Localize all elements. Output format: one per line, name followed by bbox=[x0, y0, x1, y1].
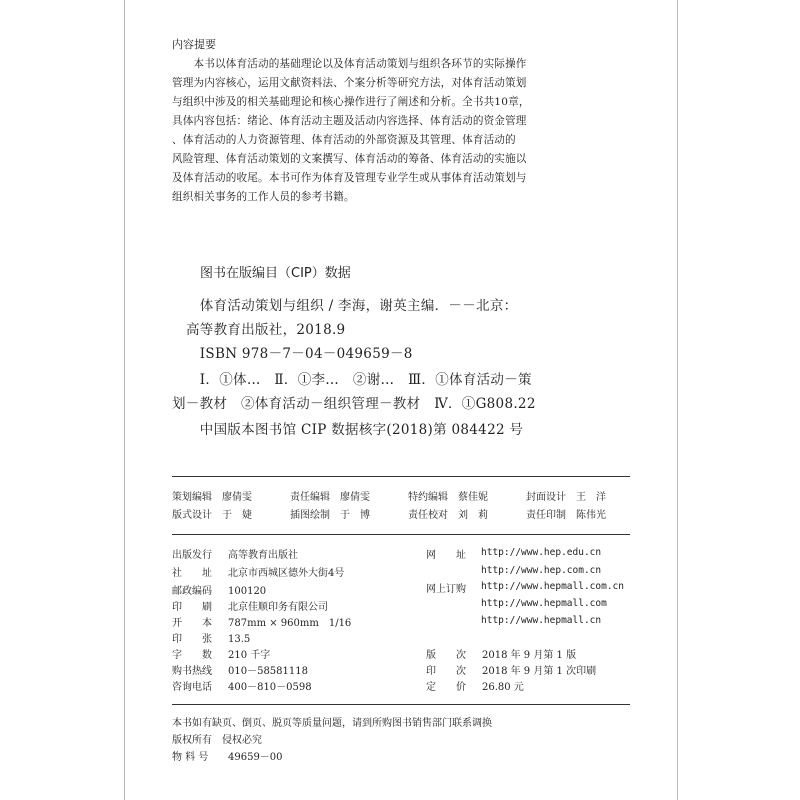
pub-row: 邮政编码 100120 bbox=[172, 586, 267, 597]
credit-item: 策划编辑 廖倩雯 bbox=[172, 492, 252, 503]
url-link[interactable]: http://www.hep.com.cn bbox=[481, 565, 602, 576]
credit-item: 责任印制 陈伟光 bbox=[526, 510, 606, 521]
credit-item: 责任校对 刘 莉 bbox=[408, 510, 488, 521]
pub-row: 字 数 210 千字 bbox=[172, 650, 271, 661]
pub-row: 开 本 787mm × 960mm 1/16 bbox=[172, 618, 352, 629]
credit-item: 责任编辑 廖倩雯 bbox=[290, 492, 370, 503]
credit-item: 版式设计 于 婕 bbox=[172, 510, 252, 521]
cip-line: Ⅰ．①体… Ⅱ．①李… ②谢… Ⅲ．①体育活动－策 bbox=[186, 372, 532, 388]
pub-row: 社 址 北京市西城区德外大街4号 bbox=[172, 568, 345, 579]
quality-notice: 本书如有缺页、倒页、脱页等质量问题，请到所购图书销售部门联系调换 bbox=[172, 718, 492, 729]
cip-line: 高等教育出版社，2018.9 bbox=[186, 322, 346, 338]
url-link[interactable]: http://www.hepmall.cn bbox=[481, 615, 602, 626]
url-link[interactable]: http://www.hepmall.com.cn bbox=[481, 581, 624, 592]
pub-row: 版 次 2018 年 9 月第 1 版 bbox=[426, 650, 577, 661]
copyright-notice: 版权所有 侵权必究 bbox=[172, 735, 262, 746]
divider bbox=[172, 534, 630, 535]
material-number: 物 料 号 49659－00 bbox=[172, 752, 283, 763]
summary-line: 本书以体育活动的基础理论以及体育活动策划与组织各环节的实际操作 bbox=[172, 58, 527, 70]
summary-line: 具体内容包括：绪论、体育活动主题及活动内容选择、体育活动的资金管理 bbox=[172, 115, 527, 127]
summary-line: 与组织中涉及的相关基础理论和核心操作进行了阐述和分析。全书共10章， bbox=[172, 96, 530, 108]
pub-row: 购书热线 010－58581118 bbox=[172, 666, 308, 677]
pub-label: 网上订购 bbox=[426, 584, 466, 595]
pub-row: 印 次 2018 年 9 月第 1 次印刷 bbox=[426, 666, 597, 677]
divider bbox=[172, 476, 630, 477]
cip-line: ISBN 978－7－04－049659－8 bbox=[186, 346, 413, 362]
cip-line: 划－教材 ②体育活动－组织管理－教材 Ⅳ．①G808.22 bbox=[172, 396, 536, 412]
summary-line: 组织相关事务的工作人员的参考书籍。 bbox=[172, 191, 355, 203]
pub-row: 咨询电话 400－810－0598 bbox=[172, 682, 312, 693]
pub-row: 印 张 13.5 bbox=[172, 634, 251, 645]
summary-line: 及体育活动的收尾。本书可作为体育及管理专业学生或从事体育活动策划与 bbox=[172, 172, 527, 184]
cip-line: 体育活动策划与组织 / 李海，谢英主编．－－北京： bbox=[186, 298, 518, 314]
summary-heading: 内容提要 bbox=[172, 38, 216, 51]
summary-line: 风险管理、体育活动策划的文案撰写、体育活动的筹备、体育活动的实施以 bbox=[172, 153, 527, 165]
pub-label: 网 址 bbox=[426, 550, 466, 561]
cip-line: 中国版本图书馆 CIP 数据核字(2018)第 084422 号 bbox=[186, 422, 524, 438]
credit-item: 特约编辑 蔡佳妮 bbox=[408, 492, 488, 503]
pub-row: 定 价 26.80 元 bbox=[426, 682, 524, 693]
summary-line: 、体育活动的人力资源管理、体育活动的外部资源及其管理、体育活动的 bbox=[172, 134, 516, 146]
url-link[interactable]: http://www.hepmall.com bbox=[481, 598, 607, 609]
divider bbox=[172, 704, 630, 705]
credit-item: 插图绘制 于 博 bbox=[290, 510, 370, 521]
summary-line: 管理为内容核心，运用文献资料法、个案分析等研究方法，对体育活动策划 bbox=[172, 77, 527, 89]
pub-row: 出版发行 高等教育出版社 bbox=[172, 550, 298, 561]
url-link[interactable]: http://www.hep.edu.cn bbox=[481, 547, 602, 558]
pub-row: 印 刷 北京佳顺印务有限公司 bbox=[172, 602, 328, 613]
credit-item: 封面设计 王 洋 bbox=[526, 492, 606, 503]
cip-heading: 图书在版编目（CIP）数据 bbox=[200, 266, 351, 281]
